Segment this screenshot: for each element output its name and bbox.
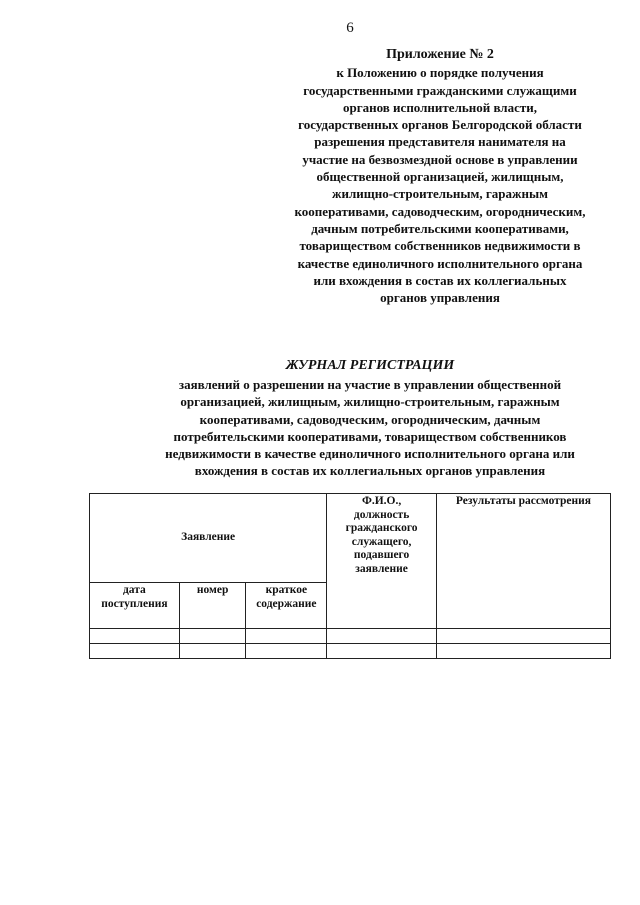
appendix-line: органов управления bbox=[380, 290, 500, 306]
table-cell bbox=[179, 629, 246, 644]
journal-line: вхождения в состав их коллегиальных органов управления bbox=[194, 463, 546, 479]
journal-line: организацией, жилищным, жилищно-строительным, гаражным bbox=[180, 394, 560, 410]
table-cell bbox=[179, 644, 246, 659]
appendix-line: органов исполнительной власти, bbox=[342, 99, 538, 115]
table-cell bbox=[327, 644, 437, 659]
appendix-line: общественной организацией, жилищным, bbox=[316, 169, 564, 185]
journal-line: потребительскими кооперативами, товариществом собственников bbox=[173, 428, 567, 444]
appendix-line: товариществом собственников недвижимости в bbox=[299, 238, 581, 254]
header-results: Результаты рассмотрения bbox=[436, 494, 610, 629]
table-cell bbox=[436, 644, 610, 659]
appendix-header bbox=[255, 46, 625, 306]
appendix-line: к Положению о порядке получения bbox=[336, 65, 544, 81]
table-cell bbox=[90, 629, 180, 644]
appendix-line: жилищно-строительным, гаражным bbox=[332, 186, 548, 202]
subheader-summary bbox=[246, 583, 327, 629]
journal-line: кооперативами, садоводческим, огородническим, дачным bbox=[199, 411, 541, 427]
header-fio-line: служащего, bbox=[351, 535, 412, 548]
page-number: 6 bbox=[346, 20, 354, 36]
subheader-summary-line: содержание bbox=[256, 597, 317, 610]
table-row bbox=[90, 629, 611, 644]
journal-heading: ЖУРНАЛ РЕГИСТРАЦИИ bbox=[285, 358, 455, 373]
appendix-line: государственных органов Белгородской области bbox=[298, 117, 582, 133]
appendix-line: дачным потребительскими кооперативами, bbox=[311, 220, 569, 236]
journal-section bbox=[95, 357, 640, 479]
subheader-date-line: поступления bbox=[101, 597, 168, 610]
appendix-line: участие на безвозмездной основе в управлении bbox=[302, 151, 578, 167]
appendix-line: государственными гражданскими служащими bbox=[303, 82, 577, 98]
table-row bbox=[90, 644, 611, 659]
table-cell bbox=[246, 629, 327, 644]
header-fio bbox=[327, 494, 437, 629]
subheader-date bbox=[90, 583, 180, 629]
table-cell bbox=[436, 629, 610, 644]
subheader-date-line: дата bbox=[122, 584, 146, 596]
subheader-summary-line: краткое bbox=[265, 584, 308, 596]
table-header-row bbox=[90, 494, 611, 583]
journal-line: недвижимости в качестве единоличного исполнительного органа или bbox=[165, 446, 575, 462]
appendix-line: разрешения представителя нанимателя на bbox=[314, 134, 566, 150]
appendix-line: кооперативами, садоводческим, огородническим, bbox=[294, 203, 586, 219]
table-cell bbox=[327, 629, 437, 644]
table-cell bbox=[246, 644, 327, 659]
journal-line: заявлений о разрешении на участие в управлении общественной bbox=[178, 377, 562, 393]
header-fio-line: подавшего bbox=[353, 549, 410, 561]
registration-table bbox=[89, 493, 611, 659]
header-fio-line: должность bbox=[353, 508, 410, 521]
header-application: Заявление bbox=[90, 494, 327, 583]
header-fio-line: гражданского bbox=[345, 522, 418, 534]
table-cell bbox=[90, 644, 180, 659]
appendix-line: качестве единоличного исполнительного органа bbox=[297, 255, 583, 271]
subheader-number: номер bbox=[179, 583, 246, 629]
appendix-line: или вхождения в состав их коллегиальных bbox=[313, 272, 567, 288]
appendix-title: Приложение № 2 bbox=[386, 47, 494, 62]
header-fio-line: Ф.И.О., bbox=[361, 495, 402, 507]
header-fio-line: заявление bbox=[355, 562, 408, 575]
